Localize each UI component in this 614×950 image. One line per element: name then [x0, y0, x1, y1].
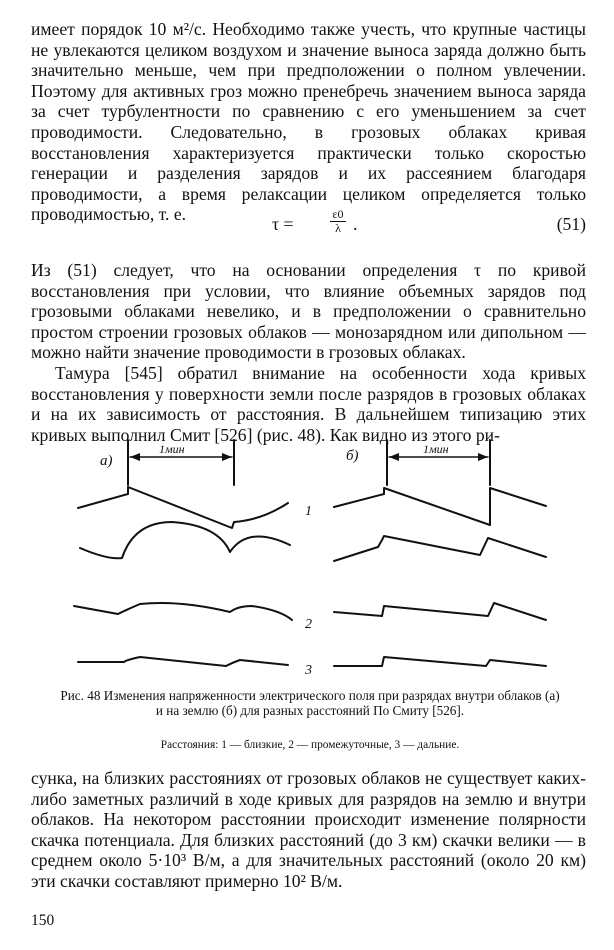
- formula-fraction: [327, 208, 349, 235]
- arrowhead-b-left: [389, 453, 399, 461]
- arrowhead-a-left: [130, 453, 140, 461]
- bottom-paragraph-block: [31, 768, 586, 892]
- interval-label-a: 1мин: [159, 442, 185, 456]
- arrowhead-a-right: [222, 453, 232, 461]
- panel-b-label: б): [346, 448, 359, 464]
- curve-b-2: [334, 603, 546, 620]
- curve-b-1-lower: [334, 536, 546, 561]
- paragraph-2: Из (51) следует, что на основании определения τ по кривой восстановления при условии, что влияние объемных зарядов под грозовыми облаками невелико, и в предположении о сравнительно простом строении грозовых облаков — монозарядном или дипольном — можно найти значение проводимости в грозовых облаках.: [31, 260, 586, 363]
- figure-48: [0, 430, 614, 680]
- curve-b-3: [334, 657, 546, 666]
- figure-drawing: [0, 430, 614, 680]
- curve-a-1-upper: [78, 487, 288, 528]
- formula-lhs: τ =: [272, 214, 294, 234]
- curve-a-1-lower: [80, 522, 290, 558]
- formula-denominator: λ: [335, 221, 341, 235]
- formula-numerator: ε0: [332, 207, 344, 221]
- curve-b-1-upper: [334, 488, 546, 525]
- interval-label-b: 1мин: [423, 442, 449, 456]
- formula-trail: .: [353, 214, 358, 234]
- curve-a-3: [78, 657, 288, 666]
- bottom-paragraph: сунка, на близких расстояниях от грозовых облаков не существует каких-либо заметных различий в ходе кривых для разрядов на землю и внутри облаков. На некотором расстоянии происходит изменение полярности скачка потенциала. Для близких расстояний (до 3 км) скачки велики — в среднем около 5·10³ В/м, а для значительных расстояний (около 20 км) эти скачки составляют примерно 10² В/м.: [31, 768, 586, 891]
- middle-paragraphs: [31, 260, 586, 445]
- curve-a-2: [74, 603, 292, 620]
- figure-legend: Расстояния: 1 — близкие, 2 — промежуточные, 3 — дальние.: [160, 739, 460, 751]
- equation-number: (51): [556, 214, 586, 234]
- curve-label-3: 3: [305, 663, 312, 678]
- panel-a-label: а): [100, 453, 113, 469]
- top-paragraph-block: [31, 19, 586, 225]
- curve-label-2: 2: [305, 617, 312, 632]
- curve-label-1: 1: [305, 504, 312, 519]
- arrowhead-b-right: [478, 453, 488, 461]
- top-paragraph: имеет порядок 10 м²/с. Необходимо также учесть, что крупные частицы не увлекаются целиком воздухом и значение выноса заряда должно быть значительно меньше, чем при предположении о полном увлечении. Поэтому для активных гроз можно пренебречь значением выноса заряда за счет турбулентности по сравнению с его уменьшением за счет проводимости. Следовательно, в грозовых облаках кривая восстановления характеризуется практически только скоростью генерации и разделения зарядов и их рассеянием благодаря проводимости, а время релаксации целиком определяется только проводимостью, т. е.: [31, 19, 586, 225]
- paragraph-3: Тамура [545] обратил внимание на особенности хода кривых восстановления у поверхности земли после разрядов в грозовых облаках и на их зависимость от расстояния. В дальнейшем типизацию этих кривых выполнил Смит [526] (рис. 48). Как видно из этого ри-: [31, 362, 586, 445]
- page-number: 150: [31, 912, 55, 929]
- figure-caption: Рис. 48 Изменения напряженности электрического поля при разрядах внутри облаков (а) и на землю (б) для разных расстояний По Смиту [526].: [60, 688, 560, 718]
- formula-51: [31, 208, 586, 244]
